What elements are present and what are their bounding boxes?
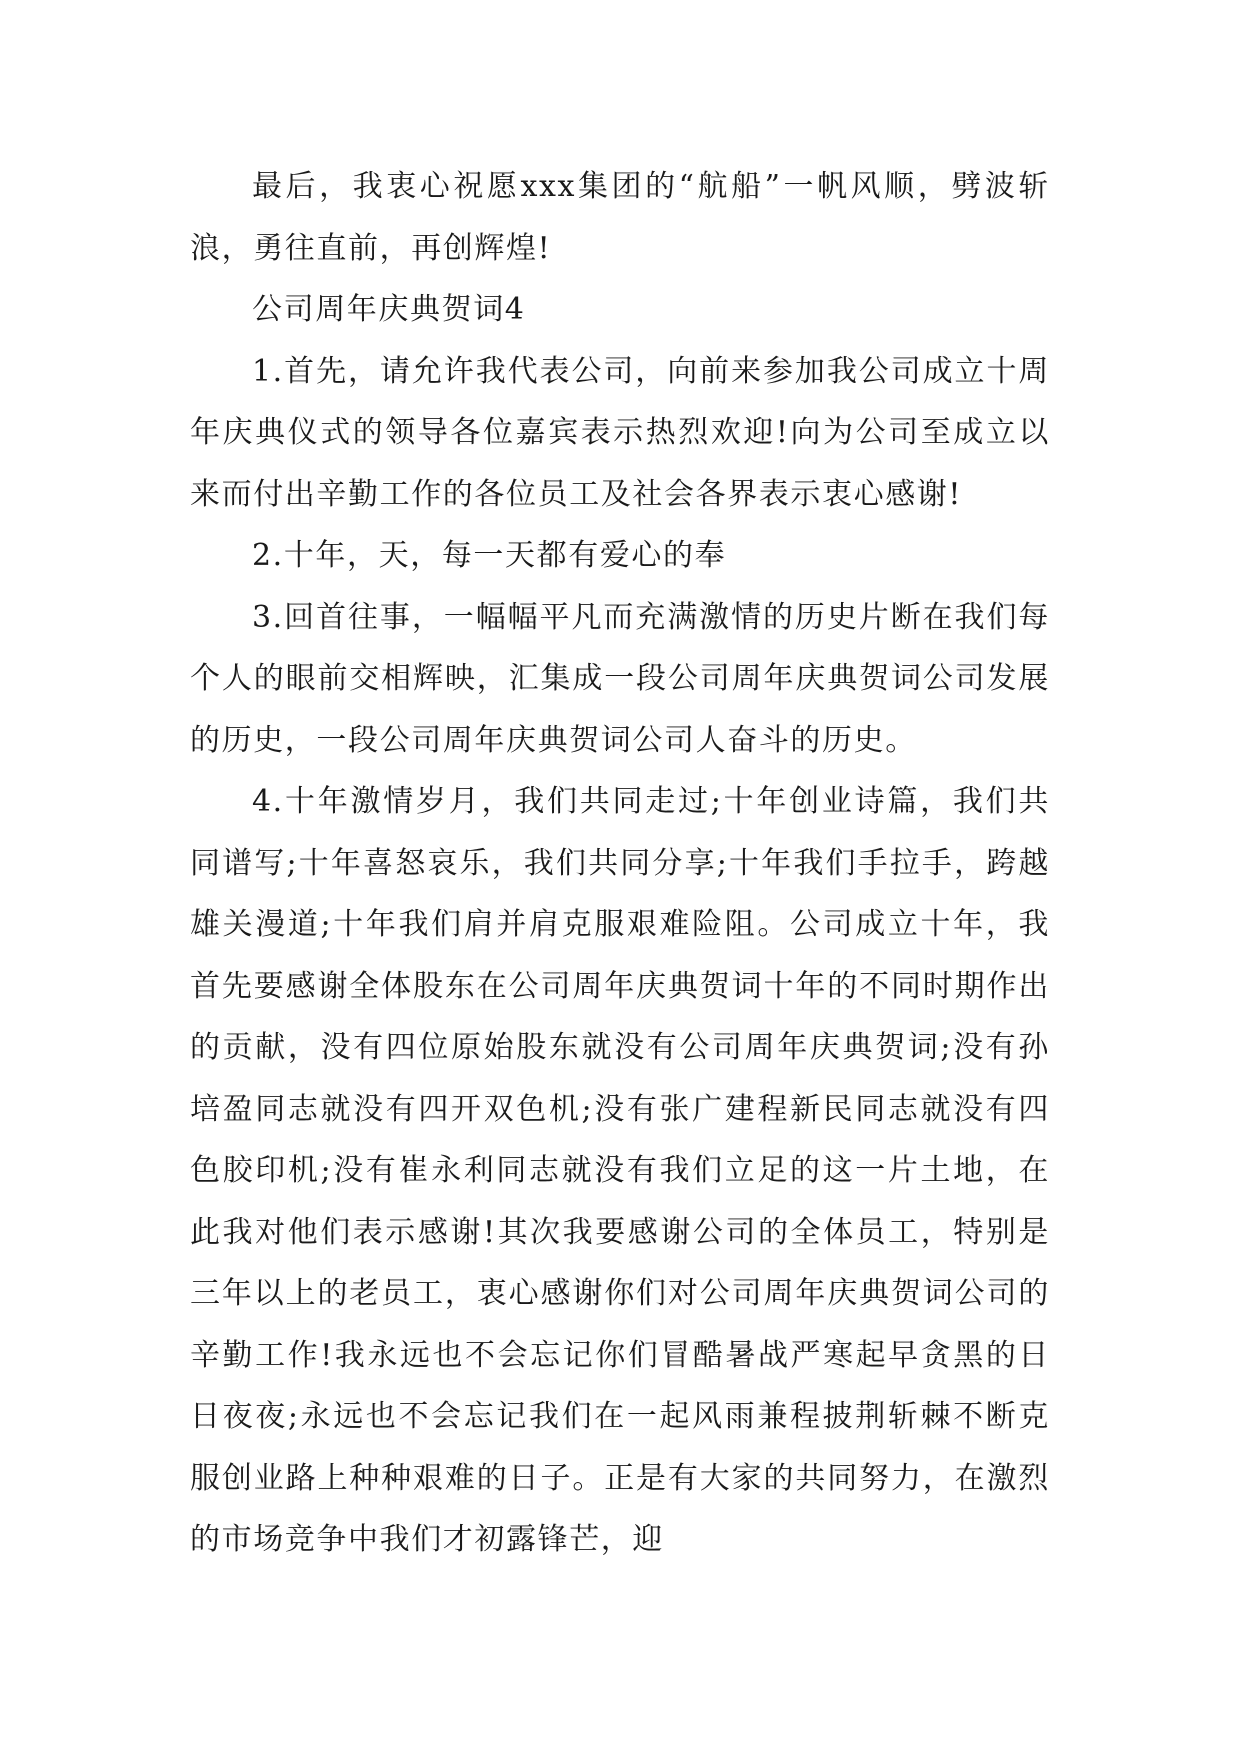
paragraph-item-3: 3.回首往事，一幅幅平凡而充满激情的历史片断在我们每个人的眼前交相辉映，汇集成一段公司周年庆典贺词公司发展的历史，一段公司周年庆典贺词公司人奋斗的历史。 bbox=[190, 599, 1050, 758]
paragraph-item-2: 2.十年，天，每一天都有爱心的奉 bbox=[252, 538, 727, 573]
paragraph-item-1: 1.首先，请允许我代表公司，向前来参加我公司成立十周年庆典仪式的领导各位嘉宾表示热烈欢迎!向为公司至成立以来而付出辛勤工作的各位员工及社会各界表示衷心感谢! bbox=[190, 353, 1050, 512]
section-heading: 公司周年庆典贺词4 bbox=[252, 292, 526, 327]
paragraph-closing-wish: 最后，我衷心祝愿xxx集团的“航船”一帆风顺，劈波斩浪，勇往直前，再创辉煌! bbox=[190, 169, 1050, 266]
document-body bbox=[190, 156, 1050, 1571]
paragraph-item-4: 4.十年激情岁月，我们共同走过;十年创业诗篇，我们共同谱写;十年喜怒哀乐，我们共同分享;十年我们手拉手，跨越雄关漫道;十年我们肩并肩克服艰难险阻。公司成立十年，我首先要感谢全体股东在公司周年庆典贺词十年的不同时期作出的贡献，没有四位原始股东就没有公司周年庆典贺词;没有孙培盈同志就没有四开双色机;没有张广建程新民同志就没有四色胶印机;没有崔永利同志就没有我们立足的这一片土地，在此我对他们表示感谢!其次我要感谢公司的全体员工，特别是三年以上的老员工，衷心感谢你们对公司周年庆典贺词公司的辛勤工作!我永远也不会忘记你们冒酷暑战严寒起早贪黑的日日夜夜;永远也不会忘记我们在一起风雨兼程披荆斩棘不断克服创业路上种种艰难的日子。正是有大家的共同努力，在激烈的市场竞争中我们才初露锋芒，迎 bbox=[190, 784, 1050, 1557]
